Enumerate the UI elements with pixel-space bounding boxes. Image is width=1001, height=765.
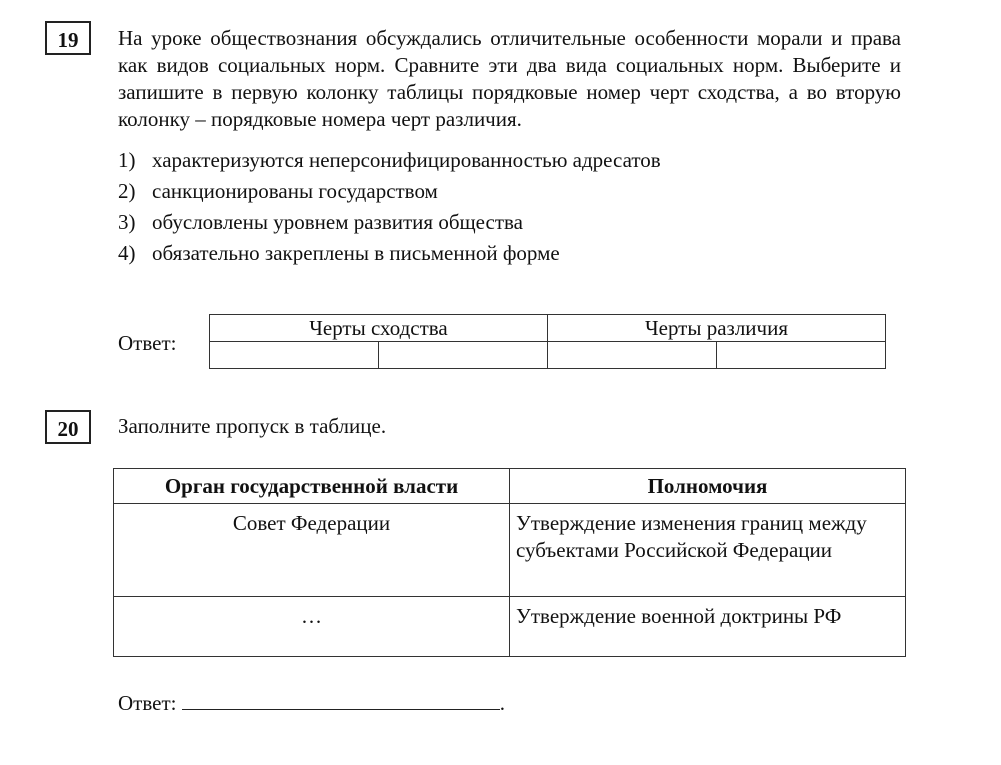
power-cell: Утверждение изменения границ между субъектами Российской Федерации — [510, 504, 906, 597]
task-19-question: На уроке обществознания обсуждались отличительные особенности морали и права как видов социальных норм. Сравните эти два вида социальных норм. Выберите и запишите в первую колонку таблицы порядковые номер черт сходства, а во вторую колонку – порядковые номера черт различия. — [118, 26, 901, 131]
task-20-answer — [118, 689, 505, 716]
organ-header: Орган государственной власти — [114, 469, 510, 504]
option-item — [118, 238, 901, 269]
task-20-table — [113, 468, 906, 657]
option-text: обязательно закреплены в письменной форме — [152, 241, 560, 265]
organ-cell: Совет Федерации — [114, 504, 510, 597]
option-item — [118, 176, 901, 207]
task-19-number: 19 — [45, 21, 91, 55]
task-19-answer-label: Ответ: — [118, 331, 177, 355]
organ-cell-blank: … — [114, 597, 510, 657]
option-number: 3) — [118, 210, 136, 234]
similarities-header: Черты сходства — [210, 315, 548, 342]
answer-cell[interactable] — [716, 342, 885, 369]
power-cell: Утверждение военной доктрины РФ — [510, 597, 906, 657]
differences-header: Черты различия — [547, 315, 885, 342]
option-item — [118, 145, 901, 176]
answer-cell[interactable] — [378, 342, 547, 369]
option-text: характеризуются неперсонифицированностью адресатов — [152, 148, 661, 172]
option-number: 4) — [118, 241, 136, 265]
task-19-answer-table — [209, 314, 886, 369]
table-row — [114, 597, 906, 657]
answer-end: . — [499, 691, 505, 715]
option-item — [118, 207, 901, 238]
task-19-options — [118, 145, 901, 269]
task-20-number: 20 — [45, 410, 91, 444]
powers-header: Полномочия — [510, 469, 906, 504]
task-20-answer-label: Ответ: — [118, 691, 177, 715]
table-row — [114, 504, 906, 597]
answer-cell[interactable] — [547, 342, 716, 369]
option-text: обусловлены уровнем развития общества — [152, 210, 523, 234]
answer-line[interactable] — [182, 689, 500, 710]
task-20-question: Заполните пропуск в таблице. — [118, 414, 387, 438]
option-number: 2) — [118, 179, 136, 203]
option-number: 1) — [118, 148, 136, 172]
answer-cell[interactable] — [210, 342, 379, 369]
option-text: санкционированы государством — [152, 179, 438, 203]
